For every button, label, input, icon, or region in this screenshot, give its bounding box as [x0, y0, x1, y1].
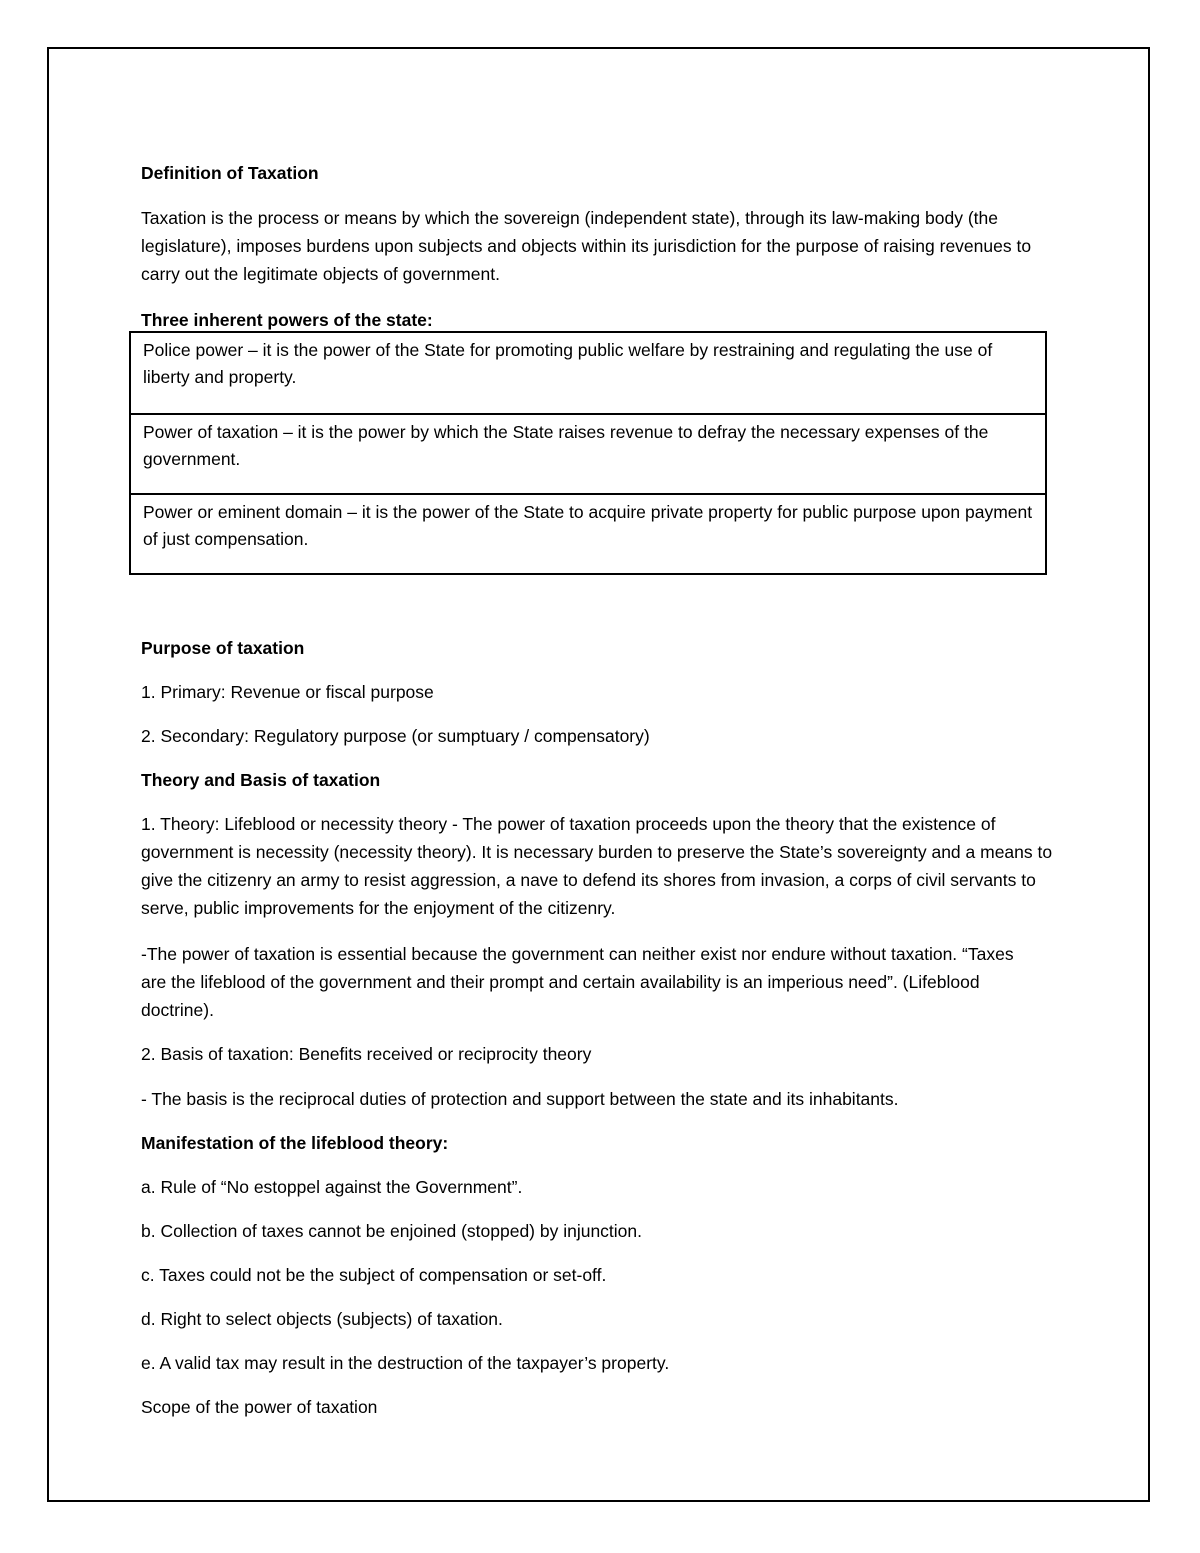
theory-paragraph: 1. Theory: Lifeblood or necessity theory - The power of taxation proceeds upon the theory that the existence of government is necessity (necessity theory). It is necessary burden to preserve the State’s sovereignty and a means to give the citizenry an army to resist aggression, a nave to defend its shores from invasion, a corps of civil servants to serve, public improvements for the enjoyment of the citizenry. [141, 813, 1053, 918]
powers-row-police [131, 333, 1045, 413]
manifestation-item: e. A valid tax may result in the destruction of the taxpayer’s property. [141, 1352, 670, 1373]
manifestation-item: a. Rule of “No estoppel against the Government”. [141, 1176, 523, 1197]
definition-body: Taxation is the process or means by which the sovereign (independent state), through its law-making body (the legislature), imposes burdens upon subjects and objects within its jurisdiction for the purpose of raising revenues to carry out the legitimate objects of government. [141, 207, 1032, 284]
powers-row-text: Police power – it is the power of the State for promoting public welfare by restraining and regulating the use of liberty and property. [143, 340, 993, 387]
powers-row-text: Power or eminent domain – it is the power of the State to acquire private property for public purpose upon payment of just compensation. [143, 502, 1033, 549]
theory-paragraph-1-block [141, 792, 1053, 939]
manifestation-item: c. Taxes could not be the subject of compensation or set-off. [141, 1264, 607, 1285]
powers-row-text: Power of taxation – it is the power by which the State raises revenue to defray the necessary expenses of the government. [143, 422, 989, 469]
purpose-item: 1. Primary: Revenue or fiscal purpose [141, 681, 434, 702]
manifestation-item: d. Right to select objects (subjects) of taxation. [141, 1308, 503, 1329]
scope-heading-block [141, 1375, 1061, 1438]
theory-heading: Theory and Basis of taxation [141, 769, 381, 790]
theory-paragraph: 2. Basis of taxation: Benefits received or reciprocity theory [141, 1043, 592, 1064]
scope-heading: Scope of the power of taxation [141, 1396, 378, 1417]
manifestation-heading: Manifestation of the lifeblood theory: [141, 1132, 449, 1153]
powers-table [129, 331, 1047, 575]
powers-row-taxation [131, 413, 1045, 493]
theory-paragraph: -The power of taxation is essential because the government can neither exist nor endure without taxation. “Taxes are the lifeblood of the government and their prompt and certain availability is an imperious need”. (Lifeblood doctrine). [141, 943, 1014, 1020]
manifestation-item: b. Collection of taxes cannot be enjoined (stopped) by injunction. [141, 1220, 643, 1241]
purpose-heading: Purpose of taxation [141, 637, 305, 658]
powers-row-eminent-domain [131, 493, 1045, 573]
powers-heading: Three inherent powers of the state: [141, 309, 433, 330]
theory-paragraph: - The basis is the reciprocal duties of protection and support between the state and its inhabitants. [141, 1088, 899, 1109]
purpose-item: 2. Secondary: Regulatory purpose (or sumptuary / compensatory) [141, 725, 650, 746]
definition-heading: Definition of Taxation [141, 162, 319, 183]
